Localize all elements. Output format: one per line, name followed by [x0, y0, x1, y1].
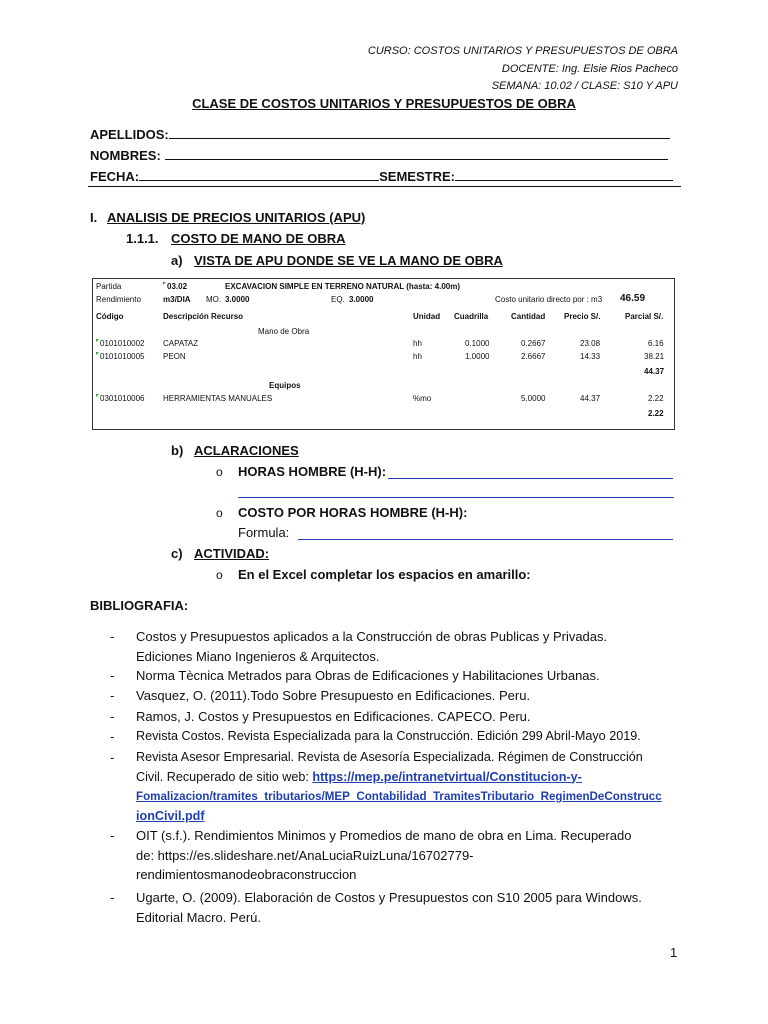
cell-marker-icon — [163, 282, 166, 285]
cell-marker-icon — [96, 394, 99, 397]
apu-table — [92, 278, 675, 430]
partida-description: EXCAVACION SIMPLE EN TERRENO NATURAL (hasta: 4.00m) — [225, 282, 460, 291]
partida-label: Partida — [96, 282, 122, 291]
table-row-desc: CAPATAZ — [163, 339, 199, 348]
costo-label: Costo unitario directo por : m3 — [495, 295, 603, 304]
section-111-heading: COSTO DE MANO DE OBRA — [171, 231, 346, 246]
table-row-cantidad: 2.6667 — [521, 352, 546, 361]
item-a-number: a) — [171, 253, 183, 268]
table-row-unit: hh — [413, 352, 422, 361]
page-title: CLASE DE COSTOS UNITARIOS Y PRESUPUESTOS DE OBRA — [192, 96, 576, 111]
list-dash: - — [110, 828, 115, 843]
semestre-blank[interactable] — [455, 168, 673, 181]
col-codigo: Código — [96, 312, 124, 321]
apellidos-label: APELLIDOS: — [90, 127, 169, 142]
list-dash: - — [110, 890, 115, 905]
table-row-cantidad: 5.0000 — [521, 394, 546, 403]
semestre-label: SEMESTRE: — [379, 169, 455, 184]
formula-blank[interactable] — [298, 527, 673, 540]
apellidos-field[interactable] — [90, 126, 670, 142]
section-1-number: I. — [90, 210, 98, 225]
page-number: 1 — [670, 945, 678, 960]
col-precio: Precio S/. — [564, 312, 601, 321]
table-row-parcial: 38.21 — [644, 352, 665, 361]
equipos-group-label: Equipos — [269, 381, 301, 390]
horas-hombre-label: HORAS HOMBRE (H-H): — [238, 464, 387, 479]
equipos-total: 2.22 — [648, 409, 664, 418]
table-row-desc: PEON — [163, 352, 186, 361]
nombres-label: NOMBRES: — [90, 148, 161, 163]
reference-link[interactable]: https://mep.pe/intranetvirtual/Constitucion-y- — [312, 769, 582, 784]
mano-obra-group-label: Mano de Obra — [258, 327, 310, 336]
mo-label: MO. — [206, 295, 222, 304]
cell-marker-icon — [96, 352, 99, 355]
horas-hombre-blank-2[interactable] — [238, 485, 674, 498]
cell-marker-icon — [96, 339, 99, 342]
list-dash: - — [110, 729, 115, 744]
list-dash: - — [110, 668, 115, 683]
table-row-precio: 44.37 — [580, 394, 601, 403]
item-b-heading: ACLARACIONES — [194, 443, 299, 458]
table-row-code: 0301010006 — [96, 394, 145, 403]
list-dash: - — [110, 629, 115, 644]
fecha-field[interactable] — [90, 168, 673, 184]
bibliografia-heading: BIBLIOGRAFIA: — [90, 598, 189, 613]
eq-value: 3.0000 — [349, 295, 374, 304]
bullet-icon: o — [216, 568, 223, 582]
costo-hh-label: COSTO POR HORAS HOMBRE (H-H): — [238, 505, 468, 520]
list-dash: - — [110, 709, 115, 724]
item-c-heading: ACTIVIDAD: — [194, 546, 270, 561]
table-row-parcial: 2.22 — [648, 394, 664, 403]
fecha-label: FECHA: — [90, 169, 140, 184]
actividad-text: En el Excel completar los espacios en amarillo: — [238, 567, 531, 582]
item-c-number: c) — [171, 546, 183, 561]
col-descripcion: Descripción Recurso — [163, 312, 244, 321]
rendimiento-label: Rendimiento — [96, 295, 141, 304]
rendimiento-unit: m3/DIA — [163, 295, 191, 304]
col-cuadrilla: Cuadrilla — [454, 312, 489, 321]
table-row-desc: HERRAMIENTAS MANUALES — [163, 394, 273, 403]
form-divider — [88, 186, 681, 187]
section-1-heading: ANALISIS DE PRECIOS UNITARIOS (APU) — [107, 210, 366, 225]
col-cantidad: Cantidad — [511, 312, 546, 321]
week-line: SEMANA: 10.02 / CLASE: S10 Y APU — [491, 80, 678, 92]
horas-hombre-blank[interactable] — [388, 466, 673, 479]
bullet-icon: o — [216, 465, 223, 479]
mo-value: 3.0000 — [225, 295, 250, 304]
nombres-blank[interactable] — [165, 147, 668, 160]
table-row-code: 0101010005 — [96, 352, 145, 361]
reference-link-end[interactable]: ionCivil.pdf — [136, 808, 205, 823]
col-parcial: Parcial S/. — [625, 312, 664, 321]
formula-label: Formula: — [238, 525, 290, 540]
bullet-icon: o — [216, 506, 223, 520]
fecha-blank[interactable] — [139, 168, 379, 181]
table-row-cuadrilla: 1.0000 — [465, 352, 490, 361]
partida-code: 03.02 — [163, 282, 187, 291]
table-row-unit: %mo — [413, 394, 432, 403]
reference-link-cont[interactable]: Fomalizacion/tramites_tributarios/MEP_Contabilidad_TramitesTributario_RegimenDeConstrucc — [136, 790, 662, 803]
eq-label: EQ. — [331, 295, 345, 304]
list-dash: - — [110, 688, 115, 703]
apellidos-blank[interactable] — [169, 126, 670, 139]
list-dash: - — [110, 750, 115, 765]
table-row-unit: hh — [413, 339, 422, 348]
table-row-precio: 23.08 — [580, 339, 601, 348]
section-111-number: 1.1.1. — [126, 231, 159, 246]
table-row-code: 0101010002 — [96, 339, 145, 348]
table-row-cuadrilla: 0.1000 — [465, 339, 490, 348]
table-row-precio: 14.33 — [580, 352, 601, 361]
col-unidad: Unidad — [413, 312, 441, 321]
teacher-line: DOCENTE: Ing. Elsie Rios Pacheco — [501, 63, 678, 75]
course-line: CURSO: COSTOS UNITARIOS Y PRESUPUESTOS DE OBRA — [367, 45, 678, 57]
item-a-heading: VISTA DE APU DONDE SE VE LA MANO DE OBRA — [194, 253, 503, 268]
nombres-field[interactable] — [90, 147, 668, 163]
table-row-cantidad: 0.2667 — [521, 339, 546, 348]
costo-value: 46.59 — [620, 293, 646, 304]
item-b-number: b) — [171, 443, 184, 458]
table-row-parcial: 6.16 — [648, 339, 664, 348]
mano-obra-total: 44.37 — [644, 367, 665, 376]
